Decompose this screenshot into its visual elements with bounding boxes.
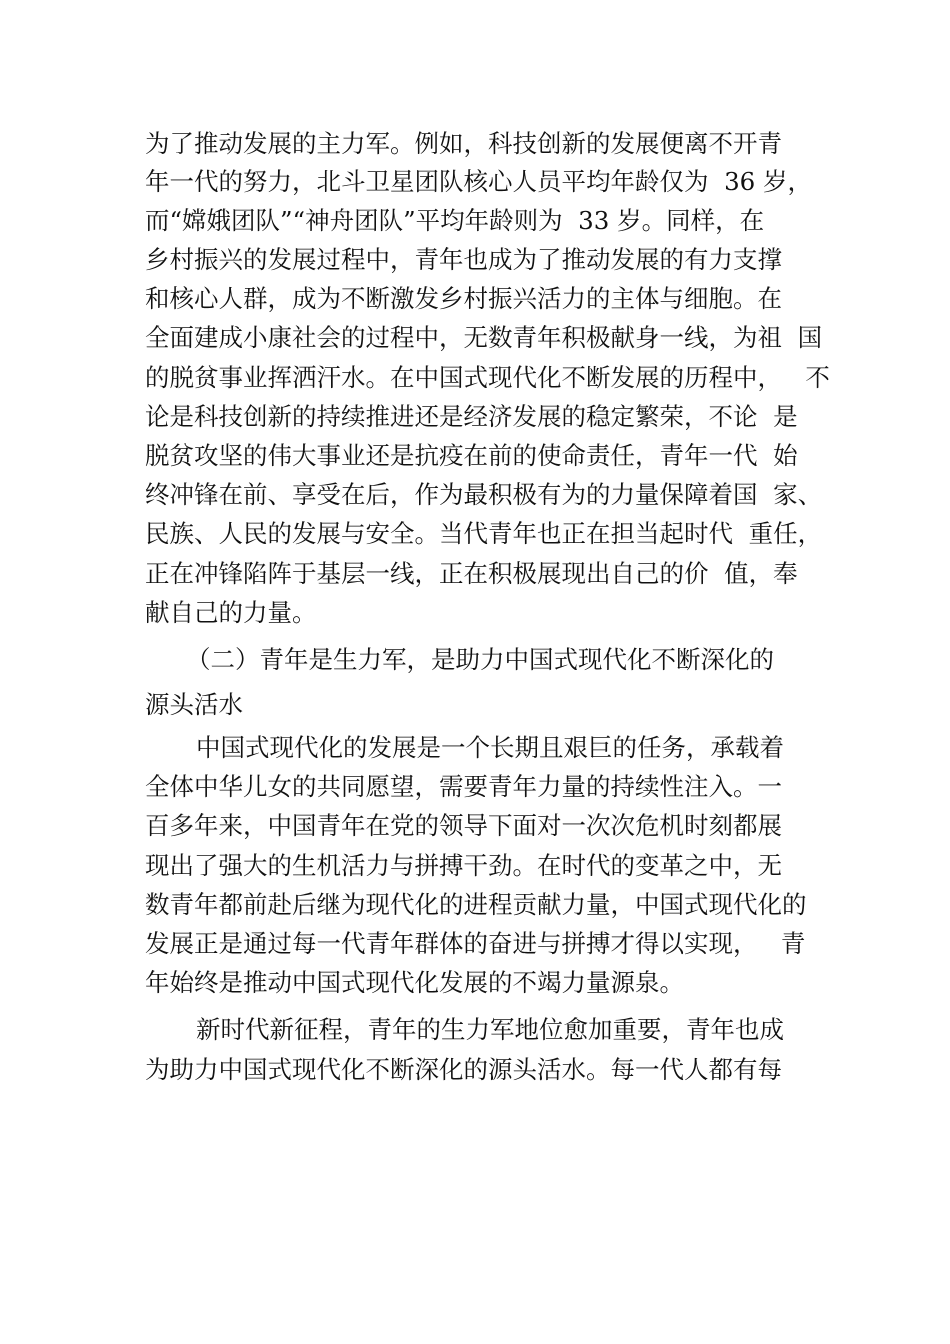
text-line: 百多年来，中国青年在党的领导下面对一次次危机时刻都展 <box>145 811 782 840</box>
text-line: 终冲锋在前、享受在后，作为最积极有为的力量保障着国 家、 <box>145 480 823 509</box>
text-line: 数青年都前赴后继为现代化的进程贡献力量，中国式现代化的 <box>145 890 807 919</box>
text-line: 和核心人群，成为不断激发乡村振兴活力的主体与细胞。在 <box>145 284 782 313</box>
text-line: 脱贫攻坚的伟大事业还是抗疫在前的使命责任，青年一代 始 <box>145 441 798 470</box>
section-heading-continuation: 源头活水 <box>145 690 243 719</box>
text-line: 而“嫦娥团队”“神舟团队”平均年龄则为 33 岁。同样，在 <box>145 206 765 235</box>
text-line: 年一代的努力，北斗卫星团队核心人员平均年龄仅为 36 岁， <box>145 167 813 196</box>
text-line: 年始终是推动中国式现代化发展的不竭力量源泉。 <box>145 968 684 997</box>
text-line: 全面建成小康社会的过程中，无数青年积极献身一线，为祖 国 <box>145 323 823 352</box>
paragraph-start: 中国式现代化的发展是一个长期且艰巨的任务，承载着 <box>196 733 784 762</box>
text-line: 发展正是通过每一代青年群体的奋进与拼搏才得以实现， 青 <box>145 929 806 958</box>
text-line: 献自己的力量。 <box>145 598 317 627</box>
text-line: 民族、人民的发展与安全。当代青年也正在担当起时代 重任， <box>145 519 823 548</box>
text-line: 的脱贫事业挥洒汗水。在中国式现代化不断发展的历程中， 不 <box>145 363 830 392</box>
paragraph-start: 新时代新征程，青年的生力军地位愈加重要，青年也成 <box>196 1015 784 1044</box>
text-line: 全体中华儿女的共同愿望，需要青年力量的持续性注入。一 <box>145 772 782 801</box>
text-line: 论是科技创新的持续推进还是经济发展的稳定繁荣，不论 是 <box>145 402 798 431</box>
text-line: 乡村振兴的发展过程中，青年也成为了推动发展的有力支撑 <box>145 245 782 274</box>
text-line: 为助力中国式现代化不断深化的源头活水。每一代人都有每 <box>145 1055 782 1084</box>
text-line: 正在冲锋陷阵于基层一线，正在积极展现出自己的价 值，奉 <box>145 559 798 588</box>
section-heading: （二）青年是生力军，是助力中国式现代化不断深化的 <box>186 645 774 674</box>
text-line: 为了推动发展的主力军。例如，科技创新的发展便离不开青 <box>145 129 782 158</box>
text-line: 现出了强大的生机活力与拼搏干劲。在时代的变革之中，无 <box>145 851 782 880</box>
